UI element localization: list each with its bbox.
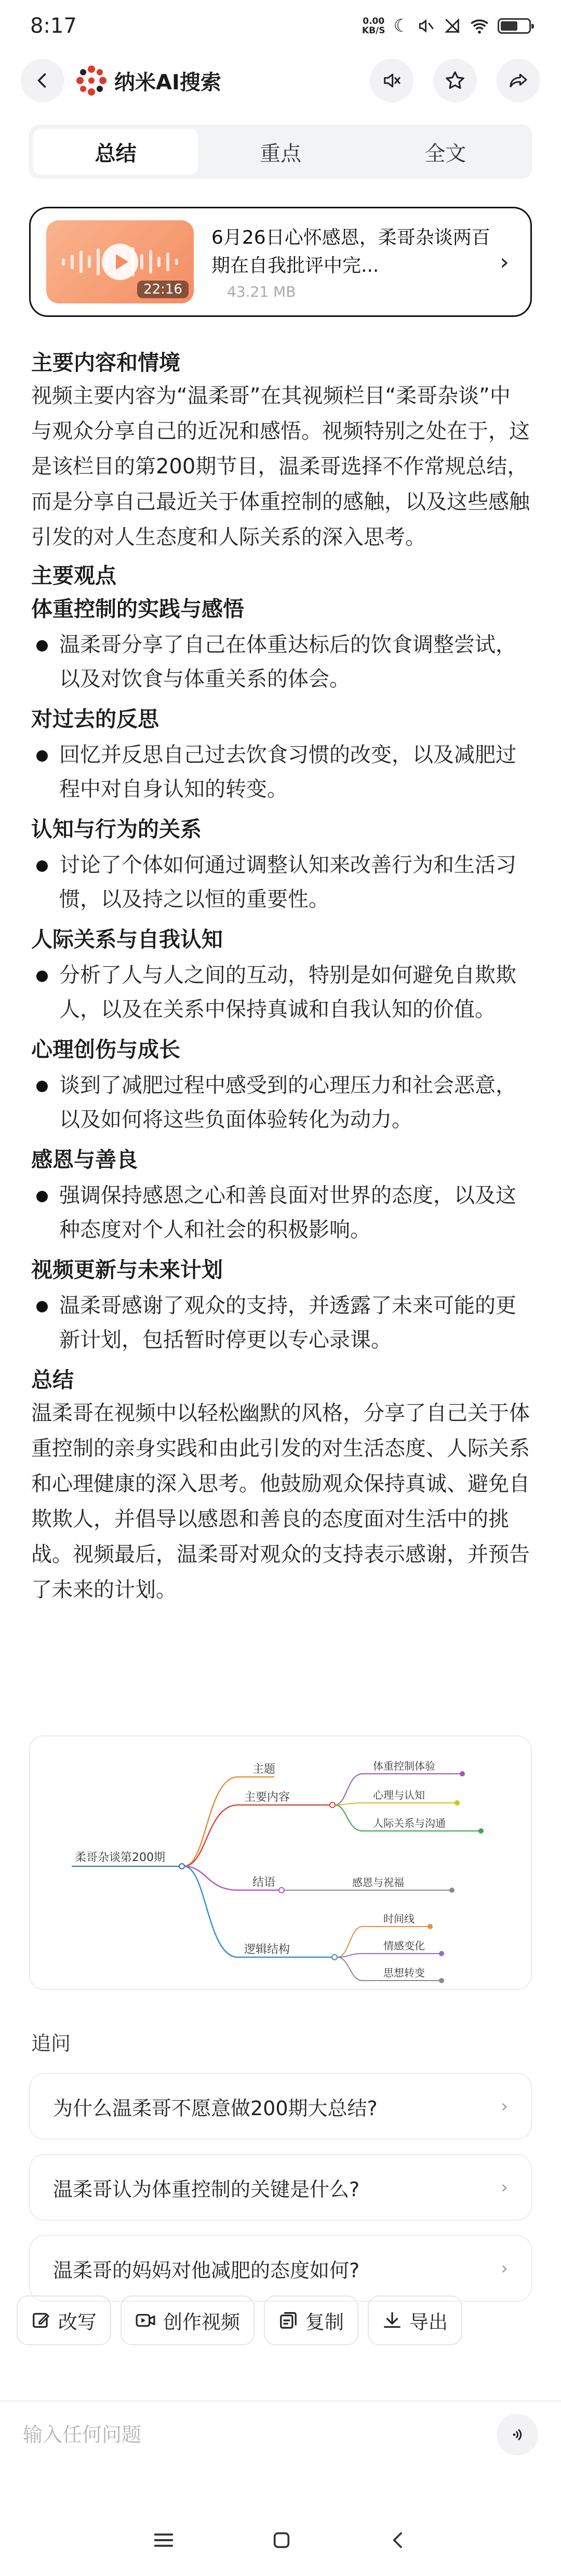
export-button[interactable]: 导出 (368, 2295, 462, 2345)
favorite-button[interactable] (433, 59, 477, 102)
bullet-icon (36, 1191, 48, 1202)
back-button[interactable] (21, 59, 64, 102)
voice-input-button[interactable] (497, 2414, 538, 2455)
bullet-icon (36, 1301, 48, 1312)
back-icon[interactable] (388, 2530, 409, 2551)
mindmap-leaf-dot (449, 1888, 455, 1893)
video-card[interactable] (29, 207, 532, 317)
mindmap-content-node (330, 1802, 335, 1808)
bullet-icon (36, 1081, 48, 1092)
home-icon[interactable] (271, 2530, 292, 2551)
question-input[interactable] (23, 2423, 497, 2446)
share-arrow-icon (508, 70, 529, 91)
mindmap-leaf-dot (428, 1924, 433, 1929)
mindmap-leaf-dot (455, 1800, 460, 1805)
status-time: 8:17 (30, 14, 77, 38)
mindmap-root: 柔哥杂谈第200期 (75, 1851, 165, 1864)
summary-paragraph: 温柔哥在视频中以轻松幽默的风格，分享了自己关于体重控制的亲身实践和由此引发的对生活态度、人际关系和心理健康的深入思考。他鼓励观众保持真诚、避免自欺欺人，并倡导以感恩和善良的态度面对生活中的挑战。视频最后，温柔哥对观众的支持表示感谢，并预告了未来的计划。 (31, 1401, 530, 1602)
mute-icon (418, 17, 435, 35)
content-paragraph: 视频主要内容为“温柔哥”在其视频栏目“柔哥杂谈”中与观众分享自己的近况和感悟。视频特别之处在于，这是该栏目的第200期节目，温柔哥选择不作常规总结，而是分享自己最近关于体重控制的感触，以及这些感触引发的对人生态度和人际关系的深入思考。 (31, 384, 530, 549)
mindmap-leaf: 人际关系与沟通 (373, 1817, 446, 1829)
summary-article (31, 347, 530, 1608)
mindmap-logic-node (332, 1955, 337, 1960)
followup-question-2[interactable] (29, 2154, 532, 2221)
mindmap-leaf-dot (439, 1978, 444, 1983)
mindmap-branch-conclusion: 结语 (252, 1876, 276, 1889)
mindmap-leaf: 心理与认知 (373, 1789, 425, 1801)
followup-question-text: 温柔哥认为体重控制的关键是什么? (53, 2177, 360, 2201)
header-actions (370, 59, 540, 102)
copy-icon (278, 2311, 298, 2330)
followup-question-1[interactable] (29, 2073, 532, 2140)
question-input-bar (0, 2400, 561, 2468)
section-title: 认知与行为的关系 (31, 817, 202, 842)
chevron-left-icon (33, 71, 52, 90)
status-icons (362, 16, 531, 36)
followup-title: 追问 (31, 2032, 71, 2055)
mindmap-leaf: 感恩与祝福 (352, 1876, 404, 1889)
share-button[interactable] (497, 59, 540, 102)
bullet-icon (36, 640, 48, 652)
system-nav-bar (0, 2504, 561, 2576)
mindmap-edge-leaf2 (335, 1803, 456, 1805)
mindmap-branch-logic: 逻辑结构 (244, 1943, 290, 1956)
list-item: 回忆并反思自己过去饮食习惯的改变，以及减肥过程中对自身认知的转变。 (31, 738, 530, 806)
edit-icon (31, 2311, 51, 2330)
mindmap-root-node (179, 1864, 184, 1869)
mindmap-branch-theme: 主题 (252, 1763, 276, 1776)
bullet-icon (36, 860, 48, 872)
followup-question-text: 为什么温柔哥不愿意做200期大总结? (53, 2096, 378, 2120)
list-item: 温柔哥分享了自己在体重达标后的饮食调整尝试，以及对饮食与体重关系的体会。 (31, 628, 530, 696)
list-item: 温柔哥感谢了观众的支持，并透露了未来可能的更新计划，包括暂时停更以专心录课。 (31, 1289, 530, 1357)
section-title: 体重控制的实践与感悟 (31, 596, 244, 621)
menu-icon[interactable] (152, 2531, 175, 2550)
heading-main-points: 主要观点 (31, 563, 116, 588)
mindmap-leaf-dot (478, 1828, 484, 1834)
create-video-button[interactable]: 创作视频 (121, 2295, 255, 2345)
section-title: 人际关系与自我认知 (31, 927, 223, 952)
star-icon (444, 70, 466, 91)
chevron-right-icon: › (501, 2177, 508, 2198)
network-speed: 0.00 KB/S (362, 16, 385, 36)
video-file-size: 43.21 MB (227, 283, 296, 300)
video-thumbnail[interactable] (46, 220, 194, 303)
play-icon[interactable] (102, 244, 138, 280)
app-logo-icon (76, 65, 107, 96)
chevron-right-icon: › (501, 2258, 508, 2279)
rewrite-button[interactable]: 改写 (17, 2295, 111, 2345)
bullet-icon (36, 750, 48, 762)
view-tabs (29, 125, 532, 179)
video-title: 6月26日心怀感恩，柔哥杂谈两百期在自我批评中完... (211, 227, 490, 276)
list-item: 讨论了个体如何通过调整认知来改善行为和生活习惯，以及持之以恒的重要性。 (31, 848, 530, 917)
section-title: 感恩与善良 (31, 1147, 138, 1172)
app-header (0, 52, 561, 109)
do-not-disturb-icon: ☾ (393, 16, 409, 36)
list-item: 分析了人与人之间的互动，特别是如何避免自欺欺人，以及在关系中保持真诚和自我认知的价值。 (31, 958, 530, 1027)
action-bar (17, 2295, 462, 2345)
battery-icon (498, 18, 531, 34)
mindmap-leaf: 时间线 (383, 1913, 415, 1925)
section-title: 视频更新与未来计划 (31, 1257, 223, 1282)
mindmap-leaf-dot (460, 1771, 465, 1776)
chevron-right-icon: › (501, 2096, 508, 2117)
list-item: 谈到了减肥过程中感受到的心理压力和社会恶意，以及如何将这些负面体验转化为动力。 (31, 1068, 530, 1137)
video-info (211, 224, 494, 300)
wifi-icon (470, 17, 489, 35)
mindmap-edge-leaf6 (337, 1954, 440, 1957)
bullet-icon (36, 971, 48, 982)
mute-toggle-button[interactable] (370, 59, 413, 102)
mindmap-leaf: 情感变化 (383, 1940, 425, 1952)
followup-question-3[interactable] (29, 2235, 532, 2302)
mindmap-leaf: 体重控制体验 (373, 1760, 435, 1772)
app-title: 纳米AI搜索 (114, 70, 221, 95)
tab-key-points[interactable]: 重点 (259, 141, 301, 166)
followup-question-text: 温柔哥的妈妈对他减肥的态度如何? (53, 2259, 360, 2282)
mindmap-edge-content (184, 1805, 279, 1866)
mindmap-edge-theme (184, 1777, 274, 1866)
heading-main-content: 主要内容和情境 (31, 350, 180, 375)
video-camera-icon (135, 2311, 156, 2330)
download-icon (382, 2311, 402, 2330)
video-duration: 22:16 (137, 281, 189, 298)
mindmap-branch-content: 主要内容 (244, 1791, 290, 1804)
tab-full-text[interactable]: 全文 (424, 141, 466, 166)
no-sim-icon (444, 17, 461, 35)
section-title: 心理创伤与成长 (31, 1037, 180, 1062)
mindmap-diagram (30, 1736, 533, 1991)
list-item: 强调保持感恩之心和善良面对世界的态度，以及这种态度对个人和社会的积极影响。 (31, 1178, 530, 1247)
mindmap-card[interactable] (29, 1735, 532, 1990)
mindmap-leaf-dot (439, 1951, 444, 1956)
copy-button[interactable]: 复制 (264, 2295, 358, 2345)
heading-summary: 总结 (31, 1367, 74, 1392)
status-bar (0, 0, 561, 52)
tab-summary[interactable]: 总结 (33, 129, 198, 175)
chevron-right-icon[interactable]: › (500, 248, 509, 275)
sound-wave-icon (508, 2425, 527, 2444)
section-title: 对过去的反思 (31, 707, 159, 732)
speaker-mute-icon (381, 70, 402, 91)
mindmap-leaf: 思想转变 (383, 1967, 425, 1979)
